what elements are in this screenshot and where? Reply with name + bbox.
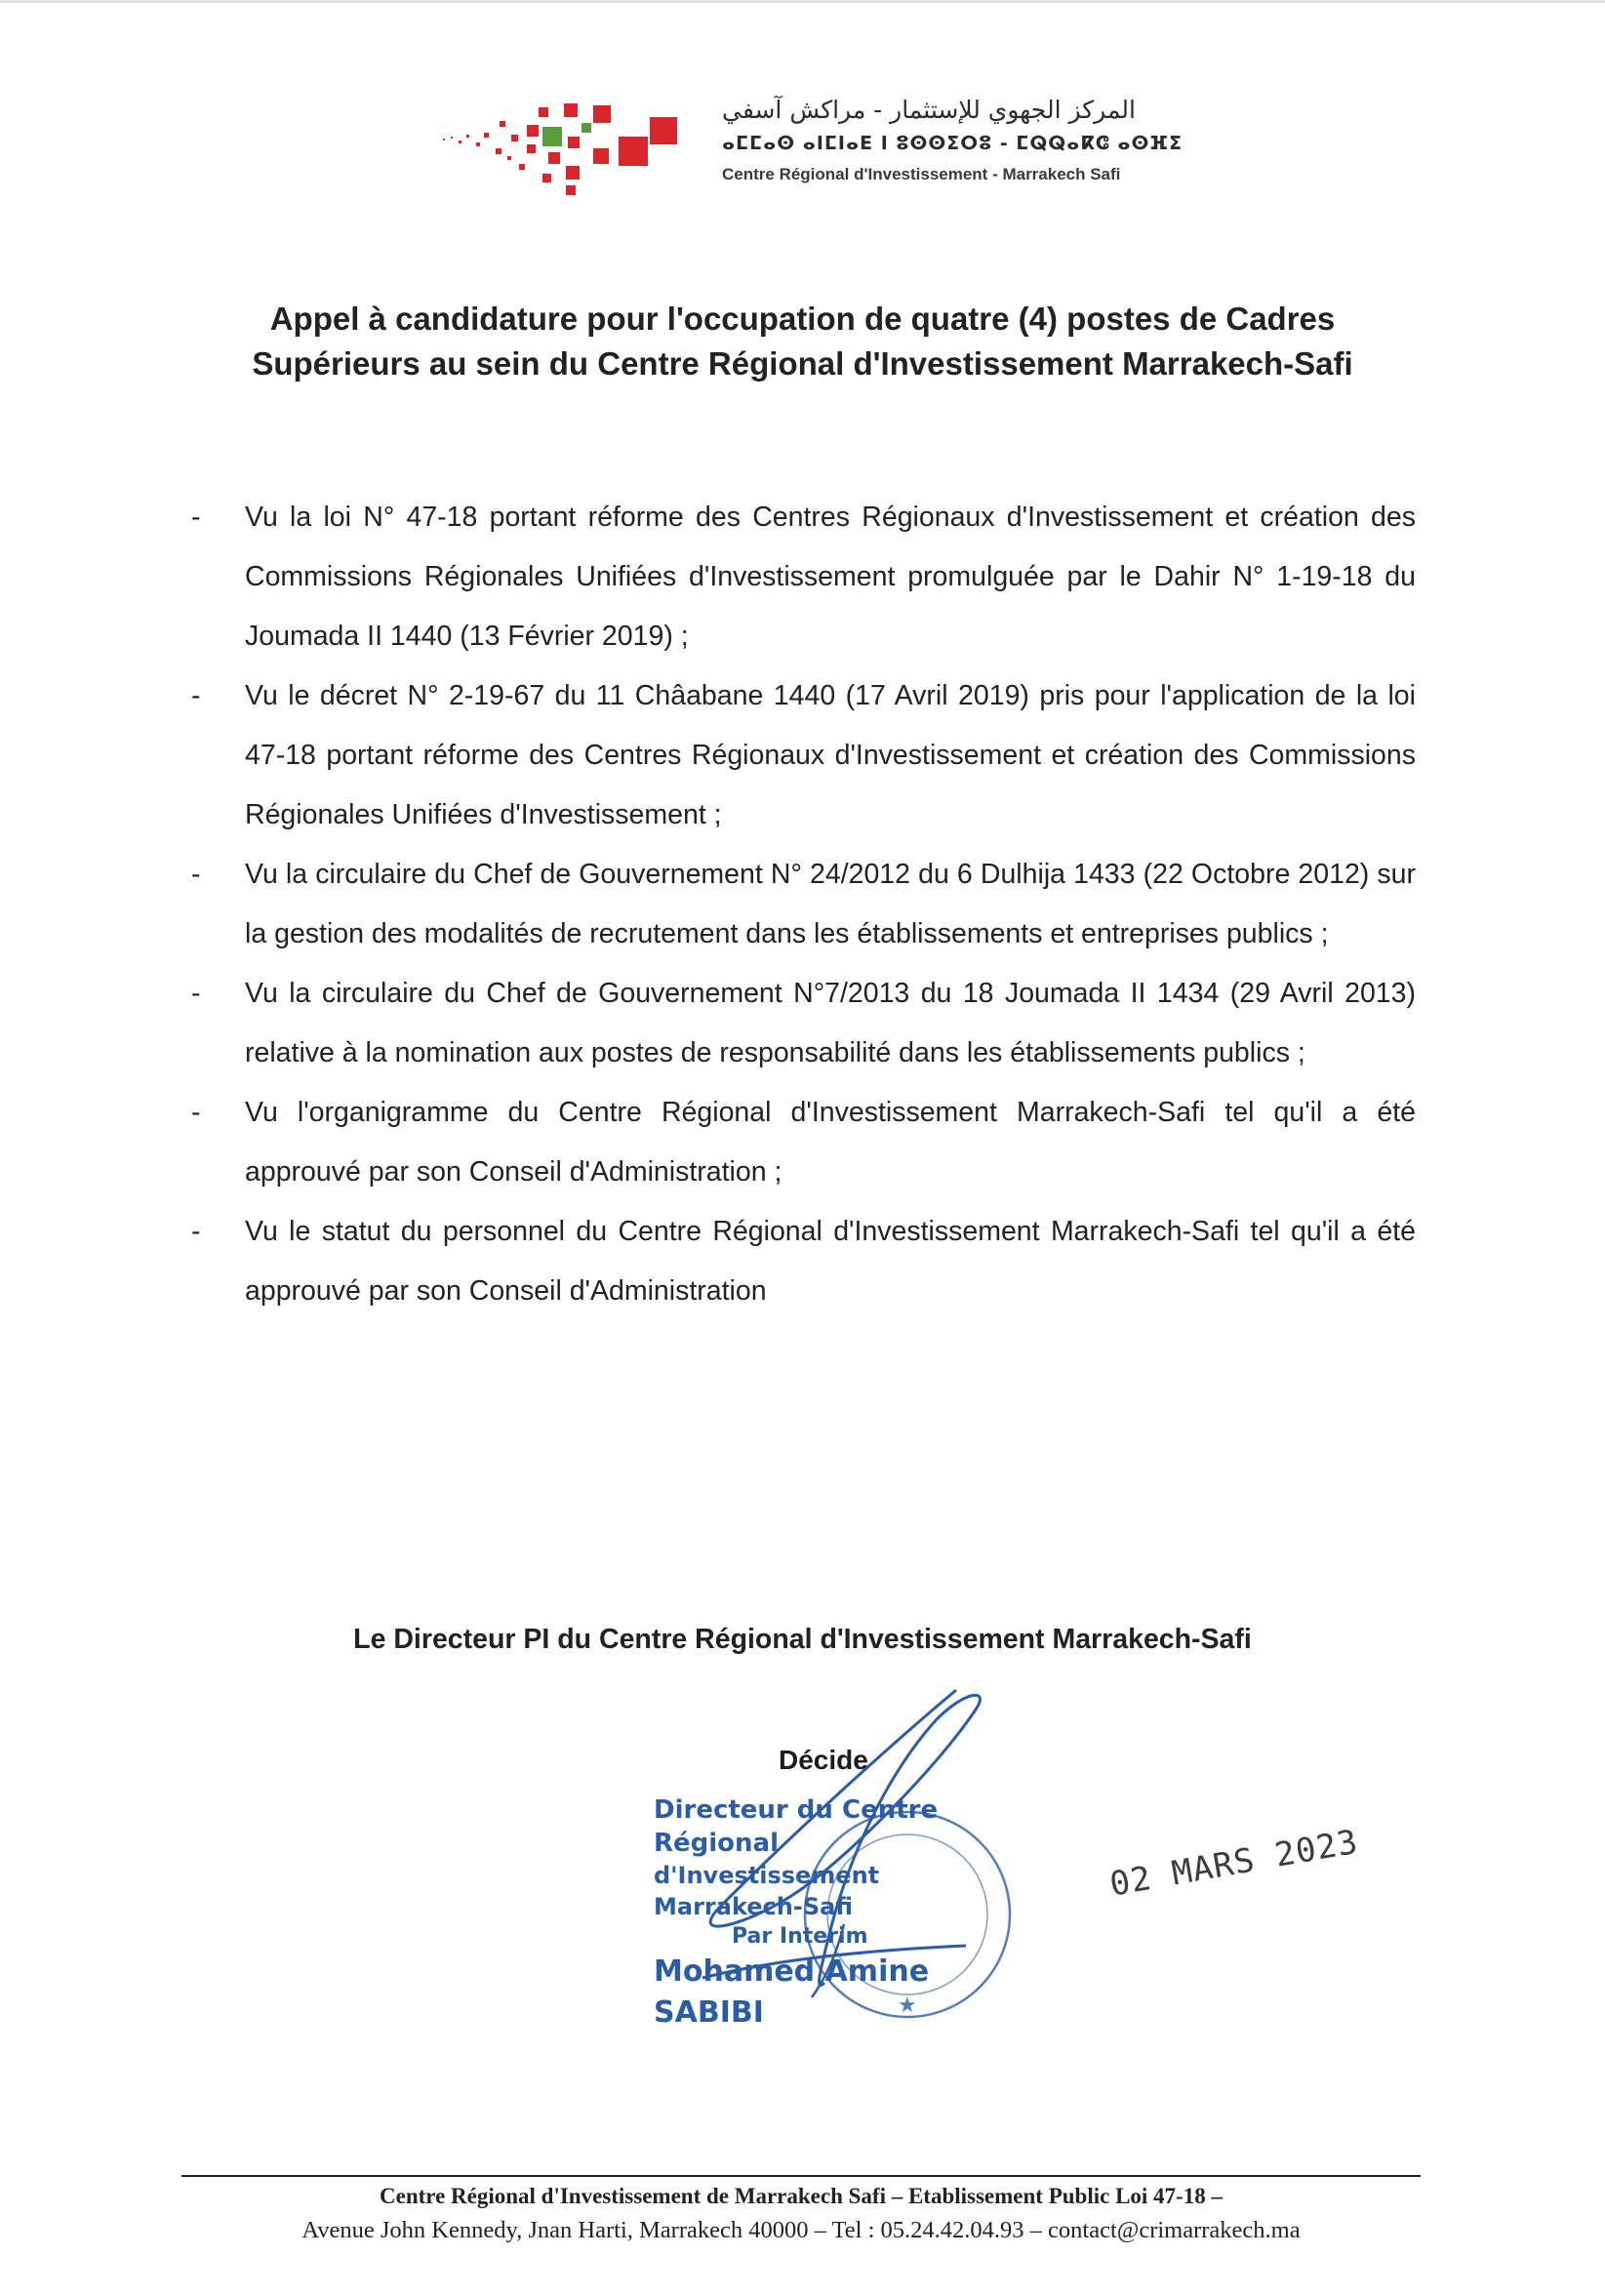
- consideration-text: Vu la circulaire du Chef de Gouvernement N° 24/2012 du 6 Dulhija 1433 (22 Octobre 2012) sur la gestion des modalités de recrutement dans les établissements et entreprises publics ;: [245, 859, 1416, 949]
- cri-logo-icon: [437, 98, 681, 199]
- director-stamp: [654, 1793, 1024, 2034]
- considerations-list: [191, 488, 1416, 1321]
- letterhead-arabic: المركز الجهوي للإستثمار - مراكش آسفي: [722, 96, 1136, 124]
- stamp-interim: Par Interim: [732, 1924, 868, 1949]
- footer-divider: [181, 2175, 1421, 2177]
- consideration-item: [191, 1202, 1416, 1321]
- footer: [181, 2180, 1421, 2248]
- title-line-1: Appel à candidature pour l'occupation de quatre (4) postes de Cadres: [269, 301, 1336, 337]
- document-title: [195, 297, 1410, 386]
- bullet-dash: -: [191, 680, 201, 711]
- consideration-text: Vu la loi N° 47-18 portant réforme des Centres Régionaux d'Investissement et création des Commissions Régionales Unifiées d'Investissement promulguée par le Dahir N° 1-19-18 du Joumada II 1440 (13 Février 2019) ;: [245, 502, 1416, 652]
- letterhead: [437, 94, 1184, 201]
- consideration-text: Vu le statut du personnel du Centre Régional d'Investissement Marrakech-Safi tel qu'il a été approuvé par son Conseil d'Administration: [245, 1216, 1416, 1307]
- footer-line-1: Centre Régional d'Investissement de Marrakech Safi – Etablissement Public Loi 47-18 –: [380, 2184, 1223, 2208]
- bullet-dash: -: [191, 859, 201, 890]
- letterhead-text: [722, 94, 1184, 189]
- consideration-text: Vu la circulaire du Chef de Gouvernement N°7/2013 du 18 Joumada II 1434 (29 Avril 2013) relative à la nomination aux postes de responsabilité dans les établissements publics ;: [245, 978, 1416, 1068]
- stamp-subtitle: d'Investissement Marrakech-Safi: [654, 1862, 880, 1920]
- bullet-dash: -: [191, 1097, 201, 1128]
- bullet-dash: -: [191, 1216, 201, 1247]
- stamp-director-name: Mohamed Amine SABIBI: [654, 1954, 930, 2030]
- decide-label: Décide: [779, 1745, 868, 1775]
- footer-line-2: Avenue John Kennedy, Jnan Harti, Marrakech 40000 – Tel : 05.24.42.04.93 – contact@crimarrakech.ma: [301, 2217, 1301, 2243]
- svg-text:★: ★: [898, 1994, 917, 2018]
- letterhead-tifinagh: ⴰⵎⵎⴰⵙ ⴰⵏⵎⵏⴰⴹ ⵏ ⵓⵙⵙⵉⵔⵓ - ⵎⵕⵕⴰⴽⵛ ⴰⵙⴼⵉ: [722, 133, 1184, 154]
- stamp-title: Directeur du Centre Régional: [654, 1795, 939, 1858]
- consideration-text: Vu l'organigramme du Centre Régional d'Investissement Marrakech-Safi tel qu'il a été approuvé par son Conseil d'Administration ;: [245, 1097, 1416, 1188]
- bullet-dash: -: [191, 502, 201, 533]
- consideration-item: [191, 488, 1416, 666]
- bullet-dash: -: [191, 978, 201, 1009]
- director-line: Le Directeur PI du Centre Régional d'Investissement Marrakech-Safi: [353, 1624, 1252, 1655]
- date-stamp: 02 MARS 2023: [1106, 1822, 1362, 1905]
- consideration-text: Vu le décret N° 2-19-67 du 11 Châabane 1440 (17 Avril 2019) pris pour l'application de la loi 47-18 portant réforme des Centres Régionaux d'Investissement et création des Commissions Régionales Unifiées d'Investissement ;: [245, 680, 1416, 830]
- consideration-item: [191, 666, 1416, 845]
- consideration-item: [191, 845, 1416, 964]
- title-line-2: Supérieurs au sein du Centre Régional d'Investissement Marrakech-Safi: [252, 345, 1353, 382]
- letterhead-french: Centre Régional d'Investissement - Marrakech Safi: [722, 165, 1121, 183]
- consideration-item: [191, 964, 1416, 1083]
- consideration-item: [191, 1083, 1416, 1202]
- page-top-edge: [0, 0, 1605, 3]
